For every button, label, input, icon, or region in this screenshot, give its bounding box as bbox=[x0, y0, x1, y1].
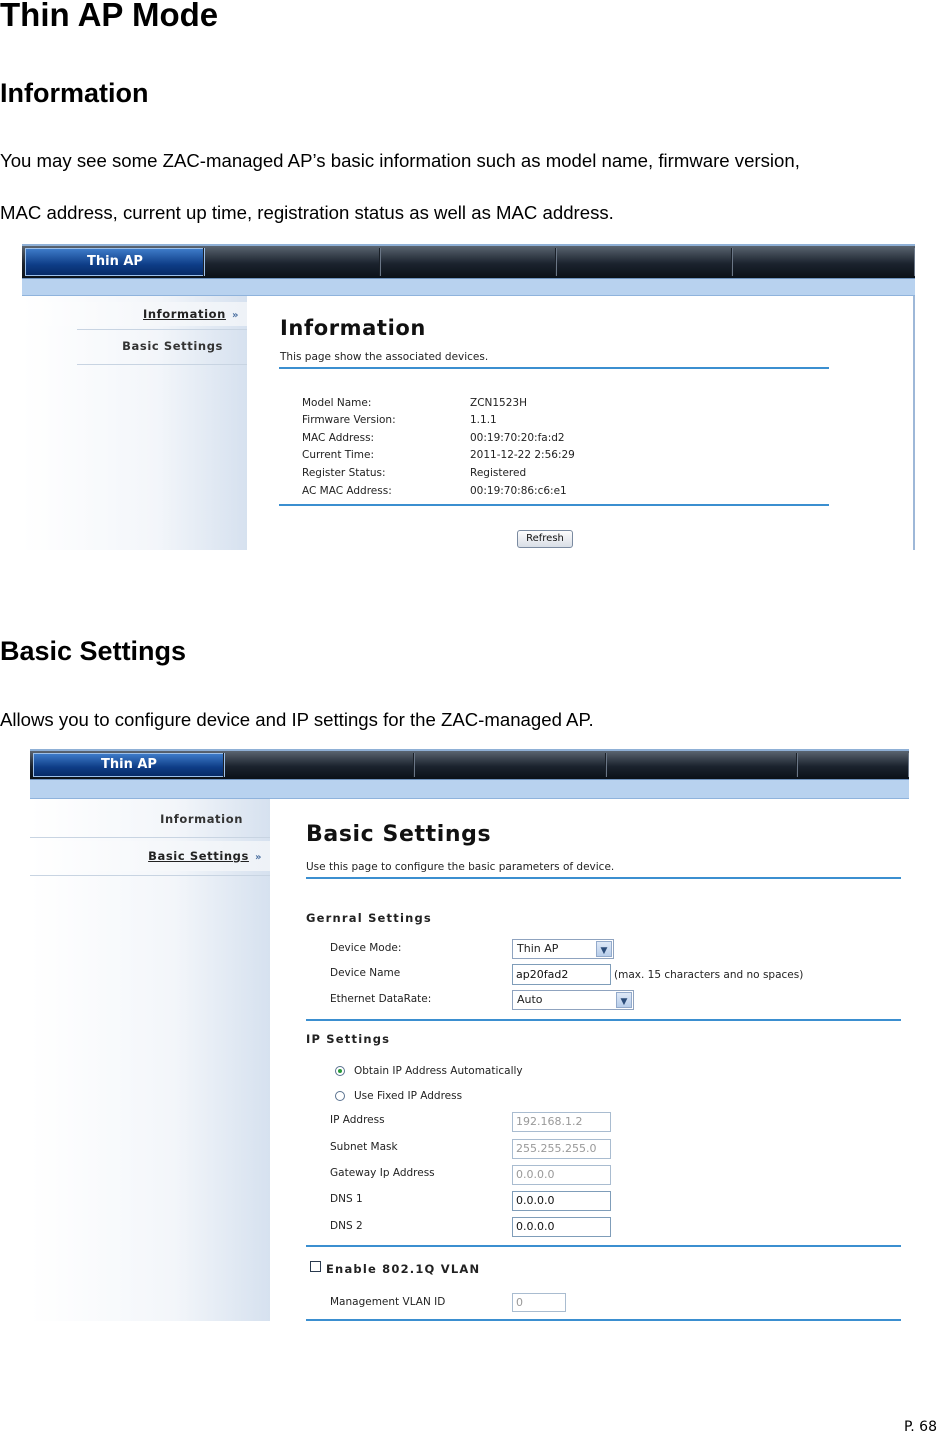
tab-blank-4[interactable] bbox=[796, 753, 909, 777]
dns2-label: DNS 2 bbox=[330, 1220, 363, 1232]
top-nav-bar bbox=[22, 244, 915, 280]
mac-address-label: MAC Address: bbox=[302, 432, 375, 444]
device-name-label: Device Name bbox=[330, 967, 401, 979]
device-name-input[interactable]: ap20fad2 bbox=[512, 964, 611, 985]
ac-mac-address-value: 00:19:70:86:c6:e1 bbox=[470, 485, 567, 497]
tab-thin-ap[interactable]: Thin AP bbox=[25, 248, 205, 276]
ethernet-datarate-value: Auto bbox=[517, 993, 543, 1006]
frame-edge bbox=[913, 296, 915, 550]
sidebar-item-information[interactable] bbox=[30, 805, 270, 833]
basic-settings-screenshot bbox=[30, 749, 909, 1321]
ip-address-label: IP Address bbox=[330, 1114, 385, 1126]
ip-address-input[interactable]: 192.168.1.2 bbox=[512, 1112, 611, 1132]
dns1-label: DNS 1 bbox=[330, 1193, 363, 1205]
device-mode-label: Device Mode: bbox=[330, 942, 402, 954]
sidebar-item-label: Basic Settings bbox=[122, 339, 223, 353]
management-vlan-input[interactable]: 0 bbox=[512, 1293, 566, 1312]
page-title: Basic Settings bbox=[306, 822, 492, 847]
information-paragraph-line-2: MAC address, current up time, registration status as well as MAC address. bbox=[0, 202, 614, 223]
tab-blank-1[interactable] bbox=[203, 248, 381, 276]
ethernet-datarate-label: Ethernet DataRate: bbox=[330, 993, 432, 1005]
divider bbox=[306, 1319, 901, 1321]
current-time-value: 2011-12-22 2:56:29 bbox=[470, 449, 575, 461]
subnet-mask-input[interactable]: 255.255.255.0 bbox=[512, 1139, 611, 1159]
basic-settings-heading: Basic Settings bbox=[0, 636, 187, 666]
enable-vlan-title: Enable 802.1Q VLAN bbox=[326, 1262, 481, 1276]
ip-settings-title: IP Settings bbox=[306, 1032, 391, 1046]
divider bbox=[279, 367, 829, 369]
tab-blank-3[interactable] bbox=[605, 753, 798, 777]
obtain-ip-auto-label: Obtain IP Address Automatically bbox=[354, 1065, 523, 1077]
dns1-input[interactable]: 0.0.0.0 bbox=[512, 1191, 611, 1211]
current-time-label: Current Time: bbox=[302, 449, 375, 461]
sub-header-band bbox=[22, 279, 915, 296]
document-title: Thin AP Mode bbox=[0, 0, 219, 33]
information-screenshot bbox=[22, 244, 915, 550]
firmware-version-value: 1.1.1 bbox=[470, 414, 497, 426]
mac-address-value: 00:19:70:20:fa:d2 bbox=[470, 432, 565, 444]
tab-thin-ap[interactable]: Thin AP bbox=[33, 753, 225, 777]
sidebar bbox=[30, 799, 270, 1321]
model-name-label: Model Name: bbox=[302, 397, 372, 409]
device-mode-value: Thin AP bbox=[517, 942, 559, 955]
obtain-ip-auto-radio[interactable] bbox=[335, 1066, 345, 1076]
sidebar-item-label: Information bbox=[160, 812, 243, 826]
tab-blank-4[interactable] bbox=[731, 248, 915, 276]
divider bbox=[306, 1245, 901, 1247]
divider bbox=[279, 504, 829, 506]
information-paragraph-line-1: You may see some ZAC-managed AP’s basic information such as model name, firmware version, bbox=[0, 150, 800, 171]
ethernet-datarate-select[interactable] bbox=[512, 990, 634, 1010]
device-mode-select[interactable] bbox=[512, 939, 614, 959]
register-status-value: Registered bbox=[470, 467, 527, 479]
basic-settings-paragraph: Allows you to configure device and IP settings for the ZAC-managed AP. bbox=[0, 709, 594, 730]
device-name-hint: (max. 15 characters and no spaces) bbox=[614, 969, 804, 981]
use-fixed-ip-label: Use Fixed IP Address bbox=[354, 1090, 463, 1102]
sidebar bbox=[22, 296, 247, 550]
divider bbox=[77, 329, 247, 330]
ac-mac-address-label: AC MAC Address: bbox=[302, 485, 392, 497]
register-status-label: Register Status: bbox=[302, 467, 386, 479]
enable-vlan-checkbox[interactable] bbox=[310, 1261, 321, 1272]
firmware-version-label: Firmware Version: bbox=[302, 414, 396, 426]
sidebar-item-label: Basic Settings bbox=[148, 849, 249, 863]
page-number: P. 68 bbox=[904, 1419, 937, 1435]
sidebar-item-information[interactable] bbox=[22, 302, 247, 326]
top-nav-bar bbox=[30, 749, 909, 781]
divider bbox=[306, 877, 901, 879]
gateway-label: Gateway Ip Address bbox=[330, 1167, 435, 1179]
chevron-down-icon[interactable]: ▼ bbox=[616, 992, 632, 1008]
sidebar-item-label: Information bbox=[143, 307, 226, 321]
tab-blank-2[interactable] bbox=[379, 248, 557, 276]
dns2-input[interactable]: 0.0.0.0 bbox=[512, 1217, 611, 1237]
gateway-input[interactable]: 0.0.0.0 bbox=[512, 1165, 611, 1185]
divider bbox=[77, 364, 247, 365]
use-fixed-ip-radio[interactable] bbox=[335, 1091, 345, 1101]
general-settings-title: Gernral Settings bbox=[306, 911, 432, 925]
page-title: Information bbox=[280, 316, 426, 340]
divider bbox=[30, 837, 270, 838]
chevron-down-icon[interactable]: ▼ bbox=[596, 941, 612, 957]
divider bbox=[30, 875, 270, 876]
refresh-button[interactable]: Refresh bbox=[517, 530, 573, 548]
page-description: This page show the associated devices. bbox=[280, 351, 489, 363]
management-vlan-label: Management VLAN ID bbox=[330, 1296, 446, 1308]
double-chevron-icon: » bbox=[231, 310, 239, 321]
sidebar-item-basic-settings[interactable] bbox=[22, 334, 247, 358]
subnet-mask-label: Subnet Mask bbox=[330, 1141, 398, 1153]
information-heading: Information bbox=[0, 78, 149, 108]
tab-blank-3[interactable] bbox=[555, 248, 733, 276]
page-description: Use this page to configure the basic parameters of device. bbox=[306, 861, 615, 873]
tab-blank-2[interactable] bbox=[413, 753, 607, 777]
model-name-value: ZCN1523H bbox=[470, 397, 527, 409]
double-chevron-icon: » bbox=[254, 852, 262, 863]
sub-header-band bbox=[30, 780, 909, 799]
sidebar-item-basic-settings[interactable] bbox=[30, 841, 270, 871]
divider bbox=[306, 1019, 901, 1021]
tab-blank-1[interactable] bbox=[223, 753, 415, 777]
